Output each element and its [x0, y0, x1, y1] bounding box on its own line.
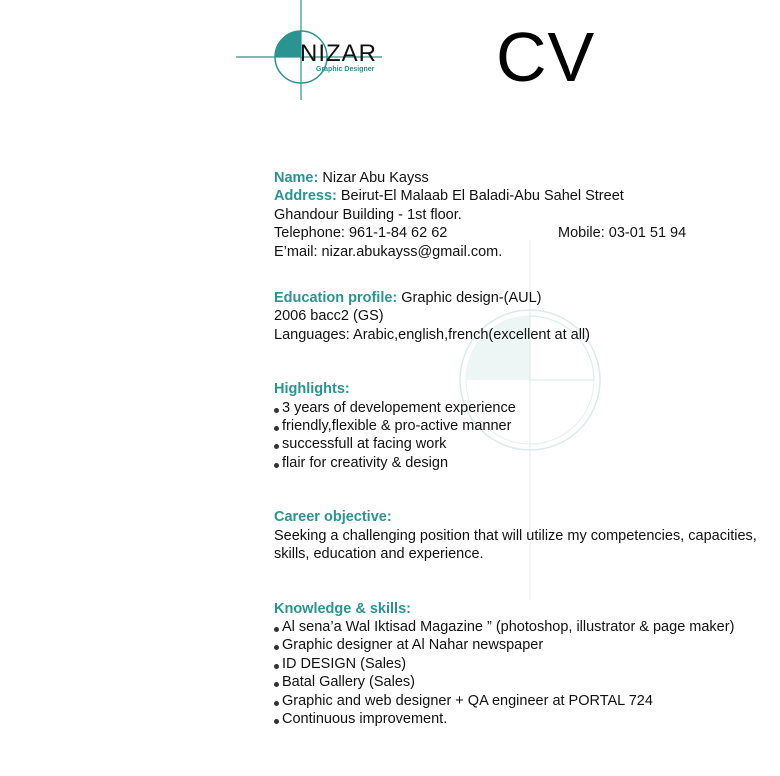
mobile: Mobile: 03-01 51 94	[558, 225, 687, 242]
address-line	[274, 187, 780, 205]
career-line-2: skills, education and experience.	[274, 546, 484, 563]
career-line-1: Seeking a challenging position that will utilize my competencies, capacities,	[274, 527, 757, 544]
bullet-icon	[274, 627, 279, 632]
education-line	[274, 289, 780, 307]
bullet-icon	[274, 682, 279, 687]
bullet-icon	[274, 408, 279, 413]
skills-title: Knowledge & skills:	[274, 600, 411, 617]
education-line-2: 2006 bacc2 (GS)	[274, 308, 384, 325]
email: E’mail: nizar.abukayss@gmail.com.	[274, 243, 503, 260]
list-item: ID DESIGN (Sales)	[274, 655, 780, 673]
career-title: Career objective:	[274, 509, 392, 526]
bullet-icon	[274, 426, 279, 431]
bullet-icon	[274, 444, 279, 449]
education-label: Education profile:	[274, 290, 398, 307]
logo-name: NIZAR	[300, 40, 377, 67]
address-line-2: Ghandour Building - 1st floor.	[274, 206, 462, 223]
list-item: Batal Gallery (Sales)	[274, 673, 780, 691]
bullet-icon	[274, 701, 279, 706]
highlights-list	[274, 399, 780, 473]
bullet-icon	[274, 463, 279, 468]
cv-content	[274, 169, 780, 728]
bullet-icon	[274, 719, 279, 724]
education-value: Graphic design-(AUL)	[397, 290, 542, 307]
name-line	[274, 169, 780, 187]
languages-line: Languages: Arabic,english,french(excellent at all)	[274, 326, 590, 343]
list-item: successfull at facing work	[274, 435, 780, 453]
phone-line	[274, 224, 780, 242]
logo	[232, 0, 382, 100]
bullet-icon	[274, 645, 279, 650]
bullet-icon	[274, 664, 279, 669]
list-item: Graphic and web designer + QA engineer at PORTAL 724	[274, 692, 780, 710]
name-label: Name:	[274, 170, 319, 186]
logo-subtitle: Graphic Designer	[316, 66, 375, 73]
skills-list	[274, 618, 780, 728]
telephone: Telephone: 961-1-84 62 62	[274, 225, 448, 242]
list-item: Al sena’a Wal Iktisad Magazine ” (photoshop, illustrator & page maker)	[274, 618, 780, 636]
list-item: Continuous improvement.	[274, 710, 780, 728]
name-value: Nizar Abu Kayss	[318, 170, 429, 186]
page-title: CV	[496, 18, 596, 96]
list-item: flair for creativity & design	[274, 454, 780, 472]
list-item: 3 years of developement experience	[274, 399, 780, 417]
highlights-title: Highlights:	[274, 381, 350, 398]
address-label: Address:	[274, 188, 337, 205]
list-item: friendly,flexible & pro-active manner	[274, 417, 780, 435]
list-item: Graphic designer at Al Nahar newspaper	[274, 636, 780, 654]
address-value: Beirut-El Malaab El Baladi-Abu Sahel Street	[336, 188, 624, 205]
